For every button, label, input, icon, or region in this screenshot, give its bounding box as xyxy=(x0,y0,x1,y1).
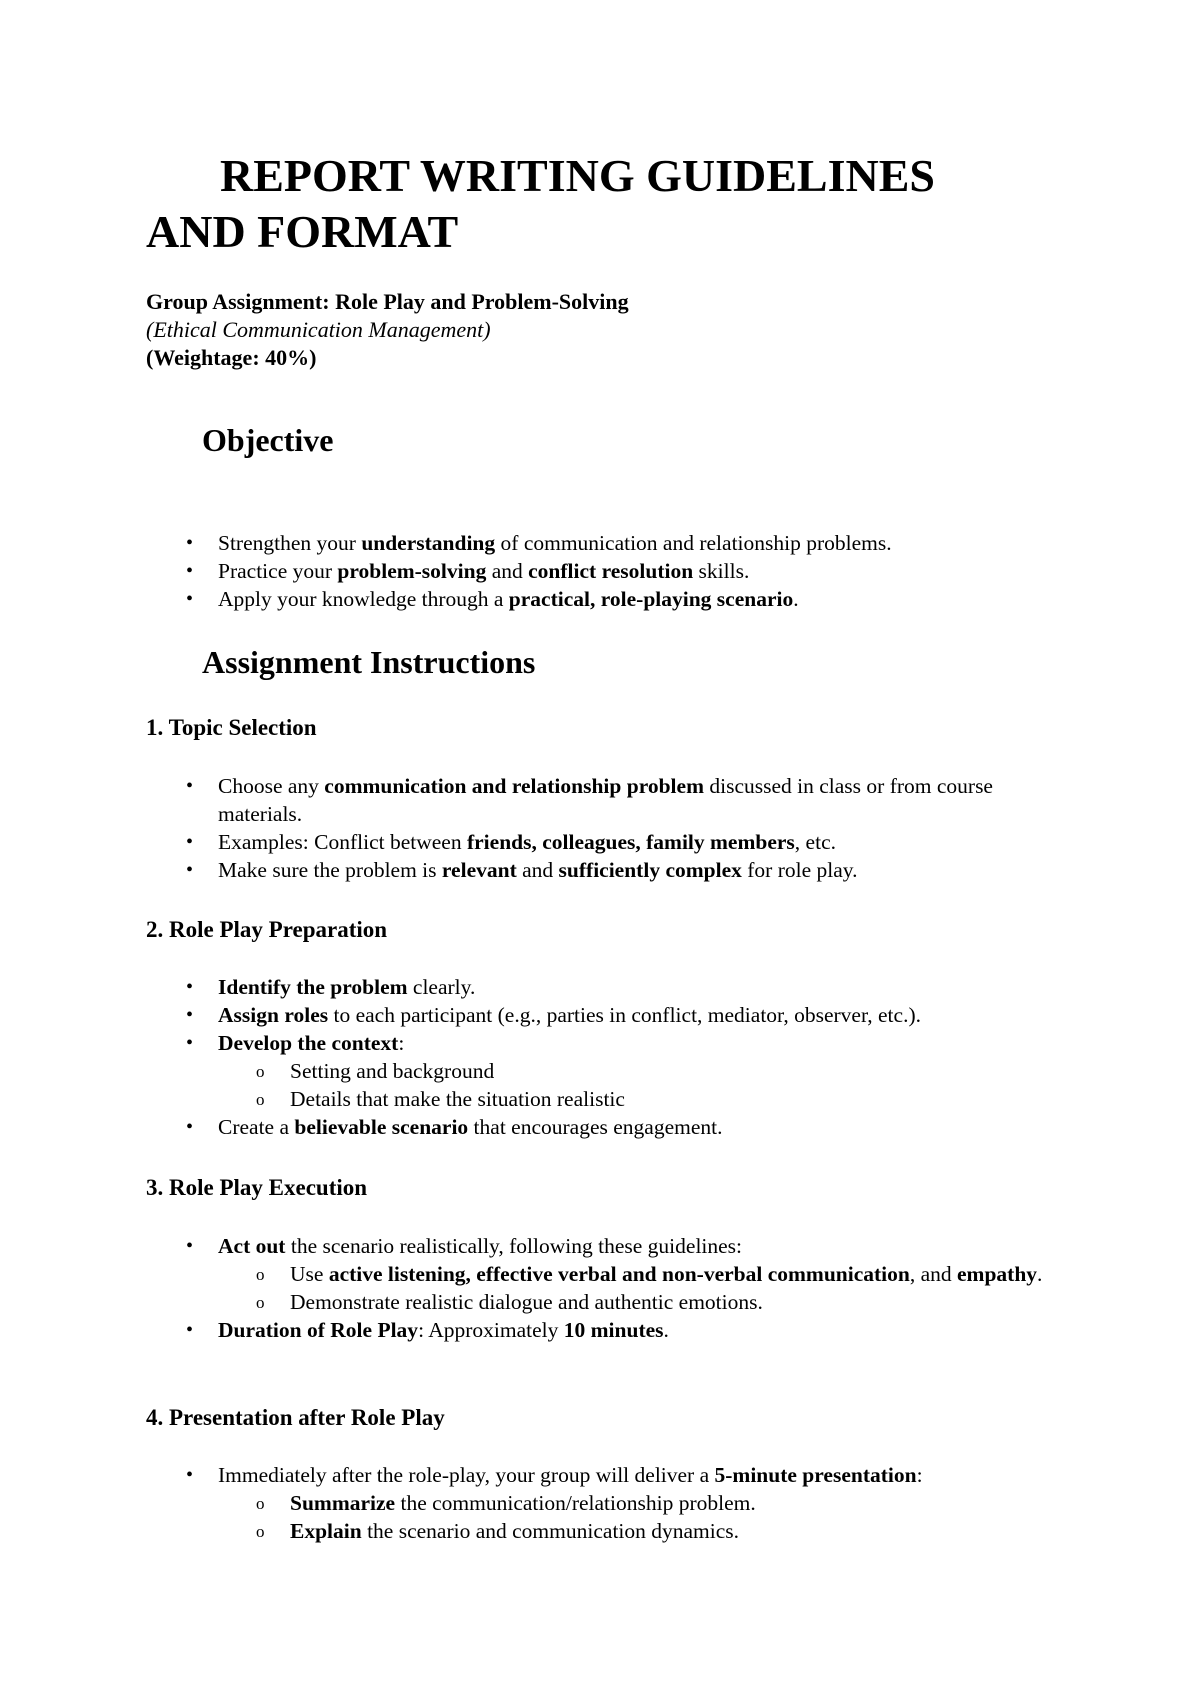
list-item: • Apply your knowledge through a practical, role-playing scenario. xyxy=(146,585,1066,613)
sub-list-item: o Summarize the communication/relationship problem. xyxy=(218,1489,1066,1517)
section-topic-selection-heading: 1. Topic Selection xyxy=(146,715,317,740)
sub-list-item: o Details that make the situation realistic xyxy=(218,1085,1066,1113)
title-line-2: AND FORMAT xyxy=(146,206,459,257)
presentation-list xyxy=(146,1461,1066,1545)
list-item: • Strengthen your understanding of communication and relationship problems. xyxy=(146,529,1066,557)
list-item: • Duration of Role Play: Approximately 10 minutes. xyxy=(146,1316,1066,1344)
instructions-heading: Assignment Instructions xyxy=(202,644,536,680)
list-item: • Examples: Conflict between friends, colleagues, family members, etc. xyxy=(146,828,1066,856)
list-item: • Act out the scenario realistically, following these guidelines: o Use active listening, effective verbal and non-verbal communication, and empathy. o Demonstrate realistic dialogue and authentic emotions. xyxy=(146,1232,1066,1316)
role-play-preparation-list xyxy=(146,973,1066,1141)
list-item: • Practice your problem-solving and conflict resolution skills. xyxy=(146,557,1066,585)
list-item: • Make sure the problem is relevant and sufficiently complex for role play. xyxy=(146,856,1066,884)
list-item: • Identify the problem clearly. xyxy=(146,973,1066,1001)
course-name: (Ethical Communication Management) xyxy=(146,317,491,342)
presentation-sublist xyxy=(218,1489,1066,1545)
list-item: • Develop the context: o Setting and background o Details that make the situation realistic xyxy=(146,1029,1066,1113)
sub-list-item: o Setting and background xyxy=(218,1057,1066,1085)
section-role-play-execution-heading: 3. Role Play Execution xyxy=(146,1175,368,1200)
weightage: (Weightage: 40%) xyxy=(146,345,317,370)
list-item: • Immediately after the role-play, your group will deliver a 5-minute presentation: o Summarize the communication/relationship problem. o Explain the scenario and communication dynamics. xyxy=(146,1461,1066,1545)
document-title xyxy=(146,148,1096,260)
sub-list-item: o Explain the scenario and communication dynamics. xyxy=(218,1517,1066,1545)
sub-list-item: o Use active listening, effective verbal and non-verbal communication, and empathy. xyxy=(218,1260,1066,1288)
assignment-name: Group Assignment: Role Play and Problem-Solving xyxy=(146,289,629,314)
section-role-play-preparation-heading: 2. Role Play Preparation xyxy=(146,917,388,942)
section-presentation-heading: 4. Presentation after Role Play xyxy=(146,1405,445,1430)
topic-selection-list xyxy=(146,772,1066,884)
assignment-meta xyxy=(146,288,629,372)
list-item: • Create a believable scenario that encourages engagement. xyxy=(146,1113,1066,1141)
list-item: • Choose any communication and relationship problem discussed in class or from course materials. xyxy=(146,772,1066,828)
title-line-1: REPORT WRITING GUIDELINES xyxy=(220,150,935,201)
role-play-execution-list xyxy=(146,1232,1066,1344)
sub-list-item: o Demonstrate realistic dialogue and authentic emotions. xyxy=(218,1288,1066,1316)
context-sublist xyxy=(218,1057,1066,1113)
list-item: • Assign roles to each participant (e.g., parties in conflict, mediator, observer, etc.). xyxy=(146,1001,1066,1029)
objective-list xyxy=(146,529,1066,613)
objective-heading: Objective xyxy=(202,422,334,458)
guidelines-sublist xyxy=(218,1260,1066,1316)
